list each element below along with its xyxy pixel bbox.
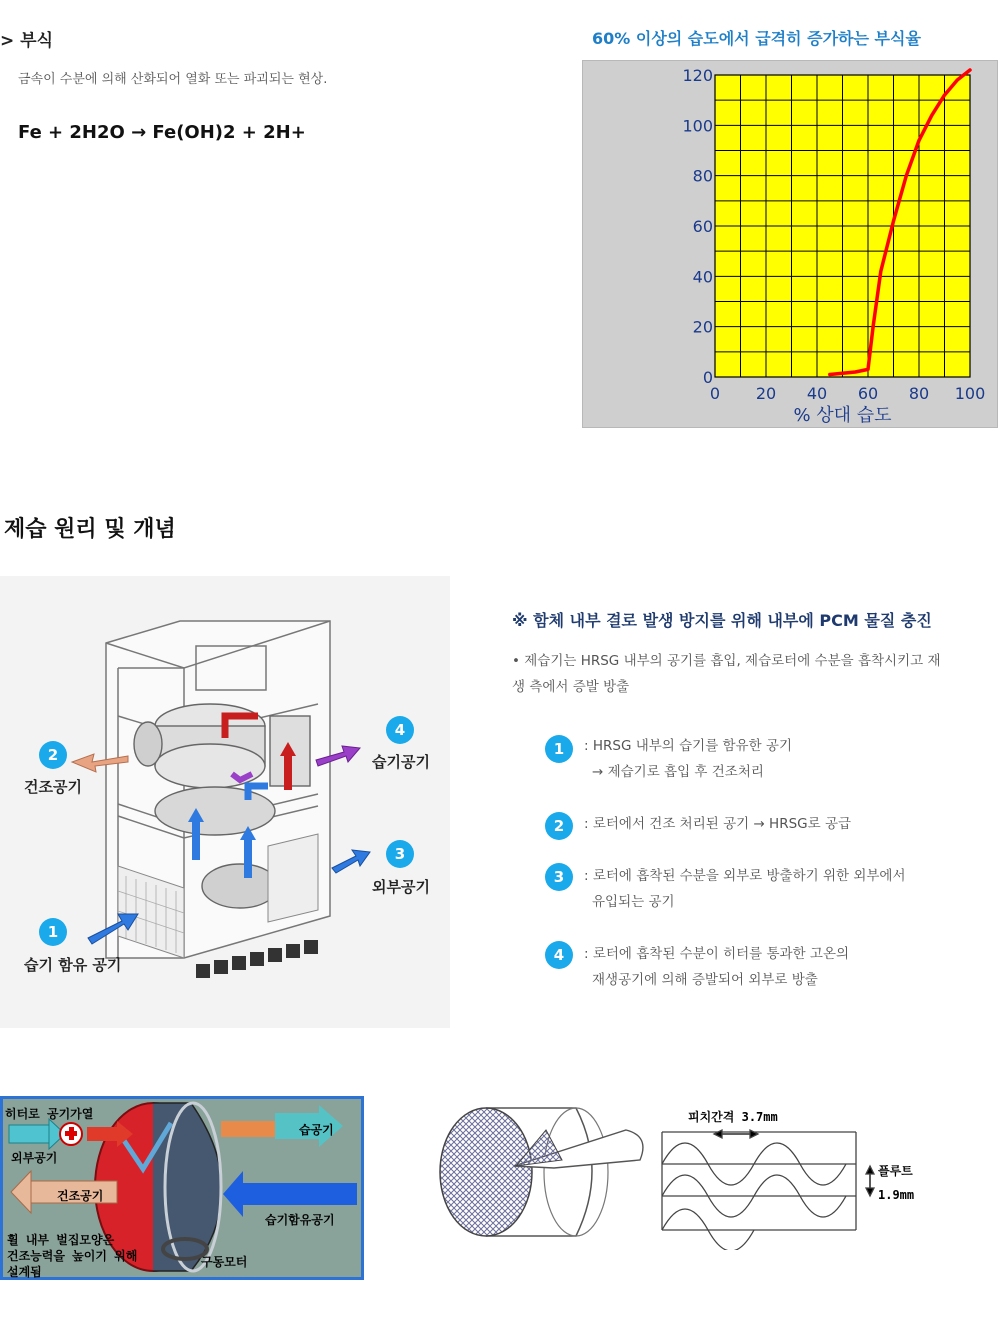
rotor-note-line-3: 설계됨 <box>7 1265 42 1279</box>
diagram-label-wet-air: 습기공기 <box>372 753 430 771</box>
rotor-label-wet-air-out: 습공기 <box>299 1123 334 1137</box>
chart-title: 60% 이상의 습도에서 급격히 증가하는 부식율 <box>592 29 921 48</box>
step-2-text: : 로터에서 건조 처리된 공기 → HRSG로 공급 <box>584 816 852 832</box>
principle-heading: 제습 원리 및 개념 <box>4 517 176 542</box>
principle-bullet: • 제습기는 HRSG 내부의 공기를 흡입, 제습로터에 수분을 흡착시키고 재생 측에서 증발 방출 <box>512 653 941 695</box>
rotor-label-heater: 히터로 공기가열 <box>5 1107 94 1121</box>
pcm-title: ※ 함체 내부 결로 발생 방지를 위해 내부에 PCM 물질 충진 <box>512 611 932 630</box>
rotor-note-line-2: 건조능력을 높이기 위해 <box>7 1249 138 1263</box>
chart-x-tick-label: 0 <box>709 384 721 403</box>
chart-y-tick-label: 40 <box>692 267 713 287</box>
step-4-text: : 로터에 흡착된 수분이 히터를 통과한 고온의 <box>584 946 850 962</box>
corrosion-description: 금속이 수분에 의해 산화되어 열화 또는 파괴되는 현상. <box>18 72 328 87</box>
chart-y-tick-label: 120 <box>682 66 713 85</box>
step-3-text-2: 유입되는 공기 <box>592 894 675 910</box>
rotor-label-motor: 구동모터 <box>201 1255 248 1269</box>
rotor-label-outside-air: 외부공기 <box>11 1151 58 1165</box>
chart-y-tick-label: 0 <box>702 368 713 387</box>
step-1-text: : HRSG 내부의 습기를 함유한 공기 <box>584 738 793 754</box>
chart-x-tick-label: 80 <box>908 384 930 403</box>
chart-x-tick-label: 60 <box>857 384 879 403</box>
step-3-marker: 3 <box>545 863 573 891</box>
chart-x-tick-label: 20 <box>755 384 777 403</box>
step-4-text-2: 재생공기에 의해 증발되어 외부로 방출 <box>592 972 818 988</box>
chart-x-axis-title: % 상대 습도 <box>793 405 892 426</box>
chart-x-tick-label: 100 <box>954 384 986 403</box>
corrosion-heading: > 부식 <box>0 31 54 51</box>
dehumidifier-diagram <box>0 576 450 1028</box>
flute-pitch-label: 피치간격 3.7mm <box>688 1110 778 1124</box>
flute-diagram <box>436 1100 996 1250</box>
diagram-label-outside-air: 외부공기 <box>372 878 430 896</box>
diagram-label-dry-air: 건조공기 <box>24 778 82 796</box>
diagram-marker-1: 1 <box>39 918 67 946</box>
rotor-diagram <box>0 1096 364 1280</box>
chart-y-tick-label: 100 <box>682 116 713 136</box>
corrosion-chart-svg <box>583 61 997 427</box>
rotor-label-wet-air-in: 습기함유공기 <box>265 1213 335 1227</box>
rotor-label-dry-air: 건조공기 <box>57 1189 104 1203</box>
diagram-marker-2: 2 <box>39 741 67 769</box>
corrosion-chart <box>582 60 998 428</box>
flute-label: 플루트 <box>878 1164 913 1178</box>
chart-y-tick-label: 60 <box>692 217 713 236</box>
rotor-note-line-1: 휠 내부 벌집모양은 <box>7 1233 115 1247</box>
chart-y-tick-label: 20 <box>692 317 713 337</box>
flute-height-label: 1.9mm <box>878 1188 915 1202</box>
chart-y-tick-label: 80 <box>692 166 713 186</box>
step-3-text: : 로터에 흡착된 수분을 외부로 방출하기 위한 외부에서 <box>584 868 906 884</box>
diagram-marker-3: 3 <box>386 840 414 868</box>
step-1-marker: 1 <box>545 735 573 763</box>
diagram-marker-4: 4 <box>386 716 414 744</box>
step-1-text-2: → 제습기로 흡입 후 건조처리 <box>592 764 764 780</box>
corrosion-formula: Fe + 2H2O → Fe(OH)2 + 2H+ <box>18 122 306 143</box>
diagram-label-humid-air: 습기 함유 공기 <box>24 956 122 974</box>
step-4-marker: 4 <box>545 941 573 969</box>
step-2-marker: 2 <box>545 812 573 840</box>
chart-x-tick-label: 40 <box>806 384 828 403</box>
